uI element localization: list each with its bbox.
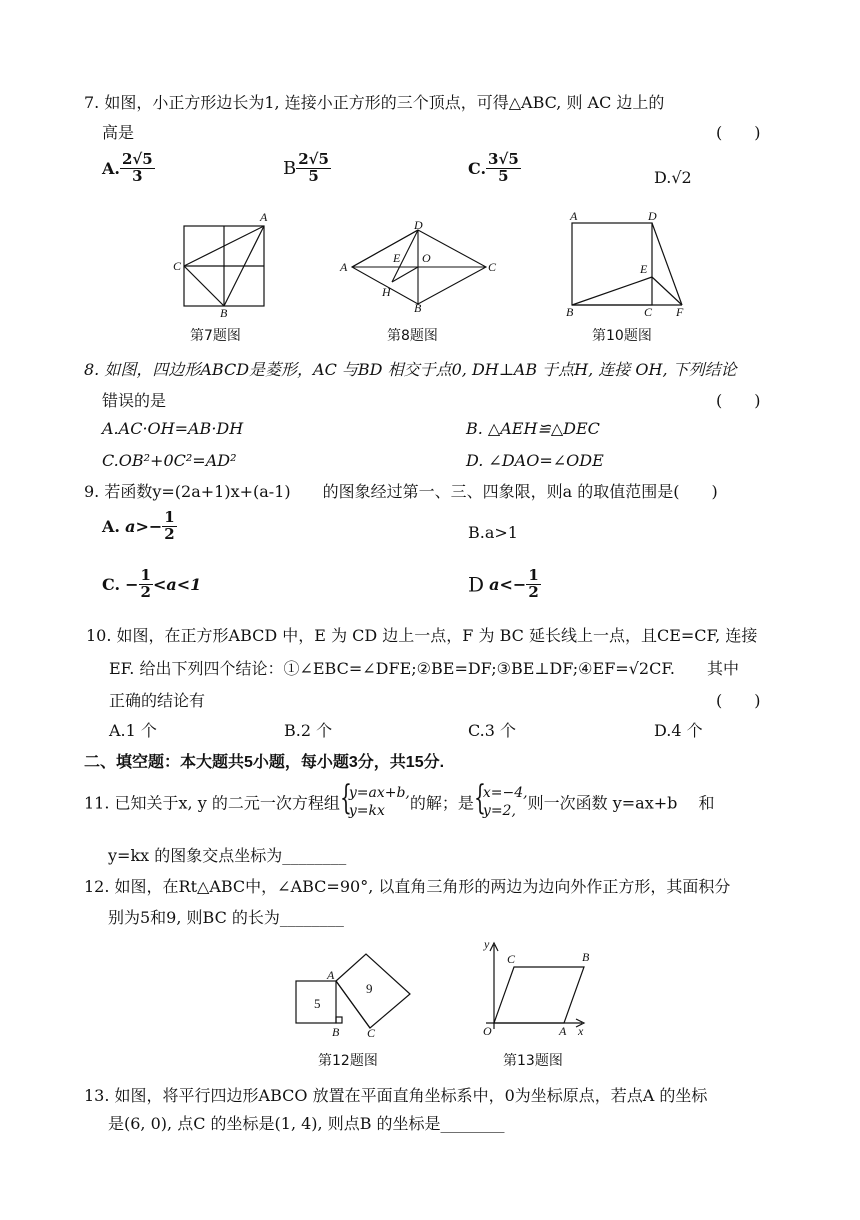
- q8-option-d: D. ∠DAO=∠ODE: [466, 451, 604, 470]
- q7-option-b-num: 2√5: [298, 150, 329, 168]
- q9-option-c-pre: −: [125, 574, 139, 594]
- q11-stem-mid: 的解；是: [409, 793, 474, 813]
- q13-stem-line2: 是(6, 0), 点C 的坐标是(1, 4), 则点B 的坐标是________: [108, 1114, 505, 1133]
- fig8-label-a: A: [340, 260, 348, 274]
- fig13-label-a: A: [559, 1024, 567, 1038]
- figure-12: [290, 948, 420, 1043]
- q11-system-2-eq1: x=−4,: [482, 785, 528, 801]
- q11-system-2-eq2: y=2,: [482, 803, 516, 820]
- q10-option-b: B.2 个: [284, 721, 333, 740]
- q7-option-a: [102, 152, 155, 185]
- fig13-caption: 第13题图: [503, 1053, 563, 1069]
- q11-stem-pre: 11. 已知关于x, y 的二元一次方程组: [84, 793, 340, 813]
- fig8-caption: 第8题图: [387, 328, 438, 344]
- q12-stem-line2: 别为5和9, 则BC 的长为________: [108, 908, 344, 927]
- fig13-label-y: y: [484, 937, 490, 951]
- q8-stem-line2: 错误的是: [102, 391, 167, 410]
- q9-option-d-num: 1: [528, 566, 539, 584]
- q8-answer-paren: ( ): [716, 391, 761, 410]
- fig7-label-c: C: [173, 259, 182, 273]
- q7-option-b: [283, 152, 331, 185]
- q8-option-a: A.AC·OH=AB·DH: [102, 419, 244, 438]
- q7-option-b-den: 5: [308, 166, 319, 185]
- q9-option-a-den: 2: [164, 524, 175, 543]
- figure-8: [338, 220, 503, 312]
- q10-answer-paren: ( ): [716, 691, 761, 710]
- q9-option-d-den: 2: [528, 582, 539, 601]
- fig13-label-x: x: [578, 1024, 584, 1038]
- q10-option-d: D.4 个: [654, 721, 703, 740]
- figure-7: [170, 208, 280, 318]
- q11-system-1-eq1: y=ax+b,: [348, 785, 410, 801]
- q9-option-c-den: 2: [140, 582, 151, 601]
- fig7-caption: 第7题图: [190, 328, 241, 344]
- q7-option-c-den: 5: [498, 166, 509, 185]
- q7-option-c: [468, 152, 521, 185]
- q8-stem-line1: 8. 如图，四边形ABCD是菱形，AC 与BD 相交于点0, DH⊥AB 于点H, 连接 OH, 下列结论: [84, 360, 737, 379]
- q7-option-d-label: D.: [654, 168, 672, 187]
- fig12-square-9: 9: [366, 981, 373, 996]
- fig13-label-c: C: [507, 952, 516, 966]
- q7-option-b-label: B: [283, 157, 297, 179]
- fig8-label-b: B: [414, 301, 422, 312]
- q11-stem-post: 则一次函数 y=ax+b 和: [527, 793, 715, 813]
- fig10-label-e: E: [640, 262, 648, 276]
- q10-stem-line3: 正确的结论有: [109, 691, 206, 710]
- fig12-label-a: A: [327, 968, 335, 982]
- q11-system-2: { x=−4, y=2,: [473, 778, 528, 820]
- q8-option-b: B. △AEH≌△DEC: [466, 419, 600, 438]
- q9-option-d-label: D: [468, 572, 485, 597]
- figure-10: [563, 207, 698, 319]
- q9-option-c-post: <a<1: [152, 574, 202, 594]
- q10-stem-line1: 10. 如图，在正方形ABCD 中，E 为 CD 边上一点，F 为 BC 延长线上一点，且CE=CF, 连接: [86, 626, 758, 645]
- fig12-label-b: B: [332, 1025, 340, 1039]
- fig10-caption: 第10题图: [592, 328, 652, 344]
- q11-system-1: { y=ax+b, y=kx: [339, 778, 410, 820]
- fig7-label-a: A: [260, 210, 268, 224]
- q11-system-1-eq2: y=kx: [348, 803, 385, 820]
- q7-option-d-value: √2: [671, 168, 692, 187]
- fig7-label-b: B: [220, 306, 228, 318]
- q9-option-a-label: A.: [102, 516, 120, 536]
- q7-option-c-num: 3√5: [488, 150, 519, 168]
- q9-stem: 9. 若函数y=(2a+1)x+(a-1) 的图象经过第一、三、四象限，则a 的取值范围是( ): [84, 482, 718, 501]
- fig10-label-f: F: [676, 305, 684, 319]
- q9-option-d: [468, 568, 541, 601]
- fig13-label-o: O: [483, 1024, 492, 1038]
- figure-13: [480, 935, 595, 1040]
- q7-stem-line1: 7. 如图，小正方形边长为1, 连接小正方形的三个顶点，可得△ABC, 则 AC 边上的: [84, 93, 665, 112]
- q7-option-a-num: 2√5: [121, 150, 153, 168]
- q11-stem-line1: [84, 778, 715, 820]
- q9-option-b: B.a>1: [468, 523, 518, 542]
- q9-option-a-num: 1: [164, 508, 175, 526]
- fig13-label-b: B: [582, 950, 590, 964]
- q7-stem-line2: 高是: [102, 123, 135, 142]
- q10-option-c: C.3 个: [468, 721, 517, 740]
- fig8-label-c: C: [488, 260, 497, 274]
- fig8-label-d: D: [414, 220, 423, 232]
- fig8-label-o: O: [422, 251, 431, 265]
- q7-answer-paren: ( ): [716, 123, 761, 142]
- q10-stem-line2: EF. 给出下列四个结论：①∠EBC=∠DFE;②BE=DF;③BE⊥DF;④EF=√2CF. 其中: [109, 659, 740, 678]
- q9-option-c-num: 1: [140, 566, 151, 584]
- fig10-label-d: D: [648, 209, 657, 223]
- fig12-square-5: 5: [314, 996, 321, 1011]
- fig10-label-c: C: [644, 305, 653, 319]
- q9-option-c: [102, 568, 201, 601]
- fig8-label-e: E: [393, 251, 401, 265]
- q7-option-a-den: 3: [132, 166, 143, 185]
- q9-option-d-text: a<−: [489, 574, 527, 594]
- fig10-label-b: B: [566, 305, 574, 319]
- q7-option-a-label: A.: [102, 158, 120, 178]
- q8-option-c: C.OB²+0C²=AD²: [102, 451, 237, 470]
- fig12-caption: 第12题图: [318, 1053, 378, 1069]
- q12-stem-line1: 12. 如图，在Rt△ABC中，∠ABC=90°, 以直角三角形的两边为边向外作正方形，其面积分: [84, 877, 731, 896]
- q10-option-a: A.1 个: [109, 721, 157, 740]
- q7-option-d: [654, 168, 692, 187]
- q13-stem-line1: 13. 如图，将平行四边形ABCO 放置在平面直角坐标系中，0为坐标原点，若点A 的坐标: [84, 1086, 708, 1105]
- fig12-label-c: C: [367, 1026, 376, 1040]
- q9-option-c-label: C.: [102, 574, 121, 594]
- q7-option-c-label: C.: [468, 158, 487, 178]
- q9-option-a: [102, 510, 177, 543]
- q11-stem-line2: y=kx 的图象交点坐标为________: [108, 846, 347, 865]
- q9-option-a-text: a>−: [125, 516, 163, 536]
- section-2-heading: 二、填空题：本大题共5小题，每小题3分，共15分.: [84, 754, 445, 771]
- fig10-label-a: A: [570, 209, 578, 223]
- fig8-label-h: H: [382, 285, 391, 299]
